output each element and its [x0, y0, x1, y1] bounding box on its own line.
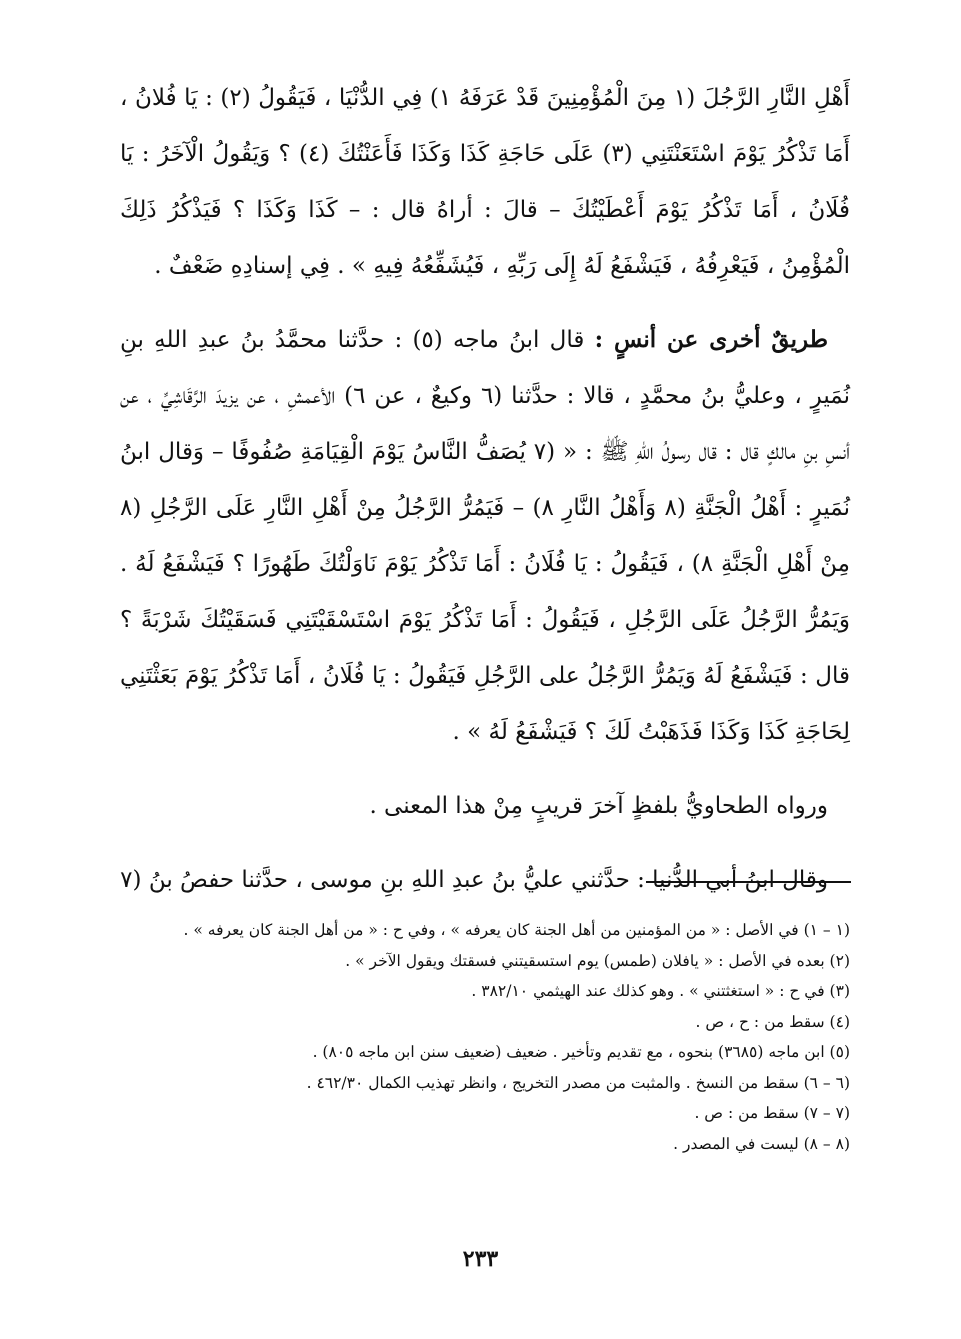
footnote: (٢) بعده في الأصل : « يافلان (طمس) يوم استسقيتني فسقتك ويقول الآخر » .	[345, 951, 850, 970]
footnote: (٨ – ٨) ليست في المصدر .	[673, 1134, 850, 1153]
paragraph-1: أَهْلِ النَّارِ الرَّجُلَ (١ مِنَ الْمُؤْمِنِينَ قَدْ عَرَفَهُ ١) فِي الدُّنْيَا ، فَيَقُولُ (٢) : يَا فُلانُ ، أَمَا تَذْكُرُ يَوْمَ اسْتَعَنْتَنِي (٣) عَلَى حَاجَةِ كَذَا وَكَذَا فَأَعَنْتُكَ (٤) ؟ وَيَقُولُ الْآخَرُ : يَا فُلَانُ ، أَمَا تَذْكُرُ يَوْمَ أَعْطَيْتُكَ – قالَ : أراهُ قال : – كَذَا وَكَذَا ؟ فَيَذْكُرُ ذَلِكَ الْمُؤْمِنُ ، فَيَعْرِفُهُ ، فَيَشْفَعُ لَهُ إِلَى رَبِّهِ ، فَيُشَفِّعُهُ فِيهِ » . فِي إسنادِهِ ضَعْفٌ .	[120, 85, 850, 279]
footnotes	[120, 915, 850, 1159]
paragraph-2-text: قال ابنُ ماجه (٥) : حدَّثنا محمَّدُ بنُ عبدِ اللهِ بنِ نُمَيرٍ ، وعليُّ بنُ محمَّدٍ ، قالا : حدَّثنا (٦ وكيعٌ ، عن ٦) الأعمشِ ، عن يزيدَ الرَّقَاشِيِّ ، عن أنسِ بنِ مالكٍ قال : قال رسولُ اللهِ ﷺ : « (٧ يُصَفُّ النَّاسُ يَوْمَ الْقِيَامَةِ صُفُوفًا – وَقال ابنُ نُمَيرٍ : أَهْلُ الْجَنَّةِ (٨ وَأَهْلُ النَّارِ ٨) – فَيَمُرُّ الرَّجُلُ مِنْ أَهْلِ النَّارِ عَلَى الرَّجُلِ (٨ مِنْ أَهْلِ الْجَنَّةِ ٨) ، فَيَقُولُ : يَا فُلَانُ : أَمَا تَذْكُرُ يَوْمَ نَاوَلْتُكَ طَهُورًا ؟ فَيَشْفَعُ لَهُ . وَيَمُرُّ الرَّجُلُ عَلَى الرَّجُلِ ، فَيَقُولُ : أَمَا تَذْكُرُ يَوْمَ اسْتَسْقَيْتَنِي فَسَقَيْتُكَ شَرْبَةً ؟ قال : فَيَشْفَعُ لَهُ وَيَمُرُّ الرَّجُلُ على الرَّجُلِ فَيَقُولُ : يَا فُلَانُ ، أَمَا تَذْكُرُ يَوْمَ بَعَثْتَنِي لِحَاجَةِ كَذَا وَكَذَا فَذَهَبْتُ لَكَ ؟ فَيَشْفَعُ لَهُ » .	[120, 327, 851, 745]
footnote: (٣) في ح : « استغثتني » . وهو كذلك عند الهيثمي ٣٨٢/١٠ .	[471, 982, 850, 1000]
paragraph-2	[120, 312, 850, 760]
paragraph-4: وقال ابنُ أبي الدُّنيا : حدَّثني عليُّ بنُ عبدِ اللهِ بنِ موسى ، حدَّثنا حفصُ بنُ (٧	[120, 867, 828, 893]
section-heading: طريقٌ أخرى عن أنسٍ :	[594, 326, 829, 353]
footnote: (٦ – ٦) سقط من النسخ . والمثبت من مصدر التخريج ، وانظر تهذيب الكمال ٤٦٢/٣٠ .	[306, 1073, 850, 1092]
page-number: ٢٣٣	[462, 1246, 499, 1272]
footnote: (٤) سقط من : ح ، ص .	[695, 1012, 850, 1031]
footnote-separator	[646, 881, 851, 883]
footnote: (٧ – ٧) سقط من : ص .	[694, 1104, 850, 1122]
paragraph-3: ورواه الطحاويُّ بلفظٍ آخرَ قريبٍ مِنْ هذا المعنى .	[369, 793, 828, 819]
footnote: (٥) ابن ماجه (٣٦٨٥) بنحوه ، مع تقديم وتأخير . ضعيف (ضعيف سنن ابن ماجه ٨٠٥) .	[312, 1043, 850, 1061]
footnote: (١ – ١) في الأصل : « من المؤمنين من أهل الجنة كان يعرفه » ، وفي ح : « من أهل الجنة كان يعرفه » .	[183, 921, 850, 939]
main-text	[120, 70, 850, 908]
